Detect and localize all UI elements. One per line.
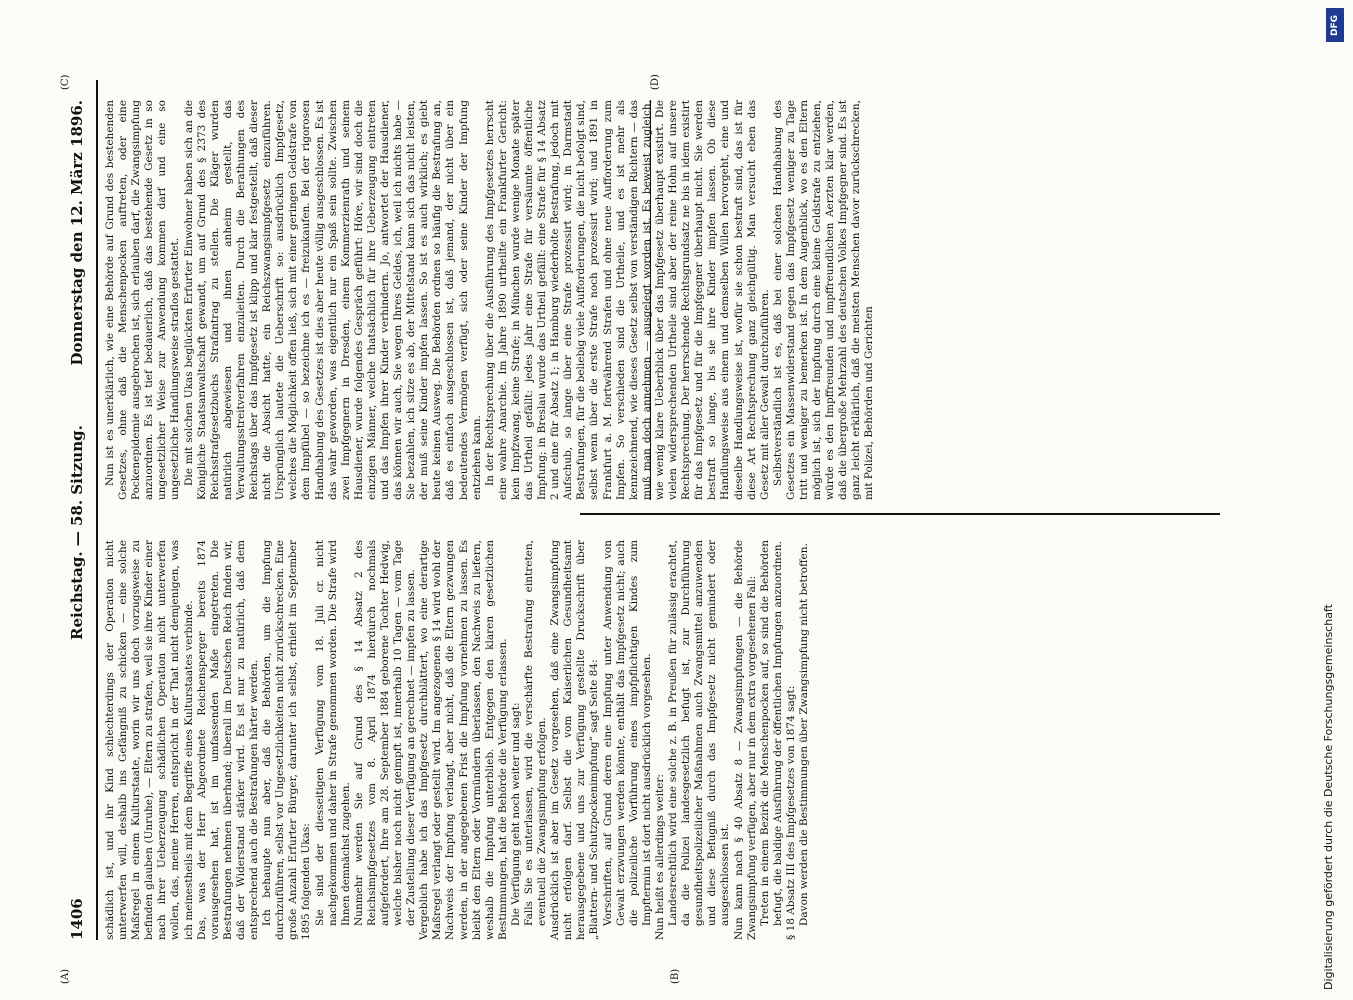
paragraph: Ausdrücklich ist aber im Gesetz vorgesehen, daß eine Zwangsimpfung nicht erfolgen darf. Selbst die vom Kaiserlichen Gesundheitsamt herausgegebene und uns zur Verfügung gestellte Druckschrift über „Blattern- und Schutzpockenimpfung“ sagt Seite 84: <box>549 540 601 940</box>
paragraph: Die mit solchen Ukas beglückten Erfurter Einwohner haben sich an die Königliche Staatsanwaltschaft gewandt, um auf Grund des § 2373 des Reichsstrafgesetzbuchs Strafantrag zu stellen. Die Kläger wurden natürlich abgewiesen und ihnen anheim gestellt, das Verwaltungsstreitverfahren einzuleiten. Durch die Berathungen des Reichstags über das Impfgesetz ist klipp und klar festgestellt, daß dieser nicht die Absicht hatte, ein Reichszwangsimpfgesetz einzuführen. Ursprünglich lautete die Ueberschrift so: ausdrücklich Impfgesetz, welches die Möglichkeit offen ließ, sich mit einer geringen Geldstrafe von dem Impfübel — so bezeichne ich es — freizukaufen. Bei der rigorosen Handhabung des Gesetzes ist dies aber heute völlig ausgeschlossen. Es ist das wahr geworden, was eigentlich nur ein Spaß sein sollte. Zwischen zwei Impfgegnern in Dresden, einem Kommerzienrath und seinem Hausdiener, wurde folgendes Gespräch geführt: Höre, wir sind doch die einzigen Männer, welche thatsächlich für ihre Ueberzeugung eintreten und das Impfen ihrer Kinder verhindern. Jo, antwortet der Hausdiener, das können wir auch, Sie wegen Ihres Geldes, ich, weil ich nichts habe — Sie bezahlen, ich sitze es ab, der Mittelstand kann sich das nicht leisten, der muß seine Kinder impfen lassen. So ist es auch wirklich; es giebt heute keinen Ausweg. Die Behörden ordnen so häufig die Bestrafung an, daß es einfach ausgeschlossen ist, daß jemand, der nicht über ein bedeutendes Vermögen verfügt, sich oder seine Kinder der Impfung entziehen kann. <box>182 100 483 500</box>
paragraph: Vergeblich habe ich das Impfgesetz durchblättert, wo eine derartige Maßregel verlangt oder gestellt wird. Im angezogenen § 14 wird wohl der Nachweis der Impfung verlangt, aber nicht, daß die Eltern gezwungen werden, in der angegebenen Frist die Impfung vornehmen zu lassen. Es bleibt den Eltern oder Vormündern überlassen, den Nachweis zu liefern, weshalb die Impfung unterblieb. Entgegen den klaren gesetzlichen Bestimmungen, hat die Behörde die Verfügung erlassen. <box>418 540 509 940</box>
paragraph: Selbstverständlich ist es, daß bei einer solchen Handhabung des Gesetzes ein Massenwiderstand gegen das Impfgesetz weniger zu Tage tritt und weniger zu bemerken ist. In dem Augenblick, wo es den Eltern möglich ist, sich der Impfung durch eine kleine Geldstrafe zu entziehen, würde es den Impffreunden und impffreundlichen Aerzten klar werden, daß die übergroße Mehrzahl des deutschen Volkes Impfgegner sind. Es ist ganz leicht erklärlich, daß die meisten Menschen davor zurückschrecken, mit Polizei, Behörden und Gerichten <box>771 100 876 500</box>
digitization-credit <box>1322 6 1348 996</box>
paragraph: schädlich ist, und ihr Kind schlechterdings der Operation nicht unterwerfen will, deshalb ins Gefängniß zu schicken — eine solche Maßregel in einem Kulturstaate, worin wir uns doch vorzugsweise zu befinden glauben (Unruhe), — Eltern zu strafen, weil sie ihre Kinder einer nach ihrer Ueberzeugung schädlichen Operation nicht unterwerfen wollen, das, meine Herren, entspricht in der That nicht demjenigen, was ich meinestheils mit dem Begriffe eines Kulturstaates verbinde. <box>104 540 195 940</box>
right-text-column <box>104 100 1254 500</box>
quoted-paragraph: Nunmehr werden Sie auf Grund des § 14 Absatz 2 des Reichsimpfgesetzes vom 8. April 1874 hierdurch nochmals aufgefordert, Ihre am 28. September 1884 geborene Tochter Hedwig, welche bisher noch nicht geimpft ist, innerhalb 10 Tagen — vom Tage der Zustellung dieser Verfügung an gerechnet — impfen zu lassen. <box>352 540 418 926</box>
header-rule <box>96 80 98 940</box>
session-date: Donnerstag den 12. März 1896. <box>68 100 86 366</box>
paragraph: Nun heißt es allerdings weiter: <box>653 774 666 940</box>
quoted-paragraph: Treten in einem Bezirk die Menschenpocken auf, so sind die Behörden befugt, die baldige Ausführung der öffentlichen Impfungen anzuordnen. <box>758 540 784 926</box>
paragraph: Nun ist es unerklärlich, wie eine Behörde auf Grund des bestehenden Gesetzes, ohne daß die Menschenpocken auftreten, oder eine Pockenepidemie ausgebrochen ist, sich erlauben darf, die Zwangsimpfung anzuordnen. Es ist tief bedauerlich, daß das bestehende Gesetz in so ungesetzlicher Weise zur Anwendung kommen darf und eine so ungesetzliche Handlungsweise straflos gestattet. <box>104 100 182 500</box>
rotated-document-page <box>60 74 1260 984</box>
credit-text: Digitalisierung gefördert durch die Deutsche Forschungsgemeinschaft <box>1322 604 1335 990</box>
quoted-paragraph: Vorschriften, auf Grund deren eine Impfung unter Anwendung von Gewalt erzwungen werden könnte, enthält das Impfgesetz nicht; auch die polizeiliche Vorführung eines impfpflichtigen Kindes zum Impftermin ist dort nicht ausdrücklich vorgesehen. <box>601 540 653 926</box>
paragraph: Die Verfügung geht noch weiter und sagt: <box>509 702 522 926</box>
quoted-paragraph: Landesrechtlich wird eine solche z. B. in Preußen für zulässig erachtet, da die Polizei landesgesetzlich befugt ist, zur Durchführung gesundheitspolizeilicher Maßnahmen auch Zwangsmittel anzuwenden und diese Befugniß durch das Impfgesetz nicht gemindert oder ausgeschlossen ist. <box>667 540 732 926</box>
paragraph: Ich behaupte nun aber, daß die Behörden, um die Impfung durchzuführen, selbst vor Ungesetzlichkeiten nicht zurückschrecken. Eine große Anzahl Erfurter Bürger, darunter ich selbst, erhielt im September 1895 folgenden Ukas: <box>261 540 313 940</box>
paragraph: Nun kann nach § 40 Absatz 8 — Zwangsimpfungen — die Behörde Zwangsimpfung verfügen, aber nur in dem extra vorgesehenen Fall: <box>732 540 758 940</box>
paragraph: Das, was der Herr Abgeordnete Reichensperger bereits 1874 vorausgesehen hat, ist im umfassenden Maße eingetreten. Die Bestrafungen nehmen überhand; überall im Deutschen Reich finden wir, daß der Widerstand stärker wird. Es ist nur zu natürlich, daß dem entsprechend auch die Bestrafungen härter werden. <box>195 540 261 940</box>
page-number: 1406 <box>68 898 86 940</box>
session-title: Reichstag. — 58. Sitzung. <box>68 425 86 640</box>
quoted-paragraph: Davon werden die Bestimmungen über Zwangsimpfung nicht betroffen. <box>797 543 810 926</box>
margin-mark-d: (D) <box>650 74 661 90</box>
left-text-column <box>104 540 1254 940</box>
quoted-paragraph: Sie sind der diesseitigen Verfügung vom 18. Juli cr. nicht nachgekommen und daher in Strafe genommen worden. Die Strafe wird Ihnen demnächst zugehen. <box>313 540 352 926</box>
quoted-paragraph: Falls Sie es unterlassen, wird die verschärfte Bestrafung eintreten, eventuell die Zwangsimpfung erfolgen. <box>523 540 549 926</box>
paragraph: In der Rechtsprechung über die Ausführung des Impfgesetzes herrscht eine wahre Anarchie. Im Jahre 1890 urtheilte ein Frankfurter Gericht: kein Impfzwang, keine Strafe; in München wurde wenige Monate später das Urtheil gefällt: jedes Jahr eine Strafe für versäumte öffentliche Impfung; in Breslau wurde das Urtheil gefällt: eine Strafe für § 14 Absatz 2 und eine für Absatz 1; in Hamburg wiederholte Bestrafung, jedoch mit Aufschub, so lange über eine Strafe prozessirt wird; in Darmstadt Bestrafungen, für die beliebig viele Aufforderungen, die nicht befolgt sind, selbst wenn über die erste Strafe noch prozessirt wird; und 1891 in Frankfurt a. M. fortwährend Strafen und ohne neue Aufforderung zum Impfen. So verschieden sind die Urtheile, und es ist mehr als kennzeichnend, wie dieses Gesetz selbst von verständigen Richtern — das muß man doch annehmen — ausgelegt worden ist. Es beweist zugleich, wie wenig klare Ueberblick über das Impfgesetz überhaupt existirt. Die vielen widersprechenden Urtheile sind aber der reine Hohn auf unsere Rechtsprechung. Der herrschende Rechtsgrundsatz ne bis in idem existirt für das Impfgesetz und für die Impfgegner überhaupt nicht. Sie werden bestraft so lange, bis sie ihre Kinder impfen lassen. Ob diese Handlungsweise aus einem und demselben Willen hervorgeht, eine und dieselbe Handlungsweise ist, wofür sie schon bestraft sind, das ist für diese Art Rechtsprechung ganz gleichgültig. Man versucht eben das Gesetz mit aller Gewalt durchzuführen. <box>483 100 771 500</box>
page-header <box>60 80 96 940</box>
margin-mark-c: (C) <box>60 74 71 90</box>
column-divider <box>580 513 1220 515</box>
margin-mark-a: (A) <box>60 968 71 984</box>
dfg-logo-icon: DFG <box>1326 8 1344 42</box>
paragraph: § 18 Absatz III des Impfgesetzes von 1874 sagt: <box>784 685 797 940</box>
margin-mark-b: (B) <box>670 968 681 984</box>
